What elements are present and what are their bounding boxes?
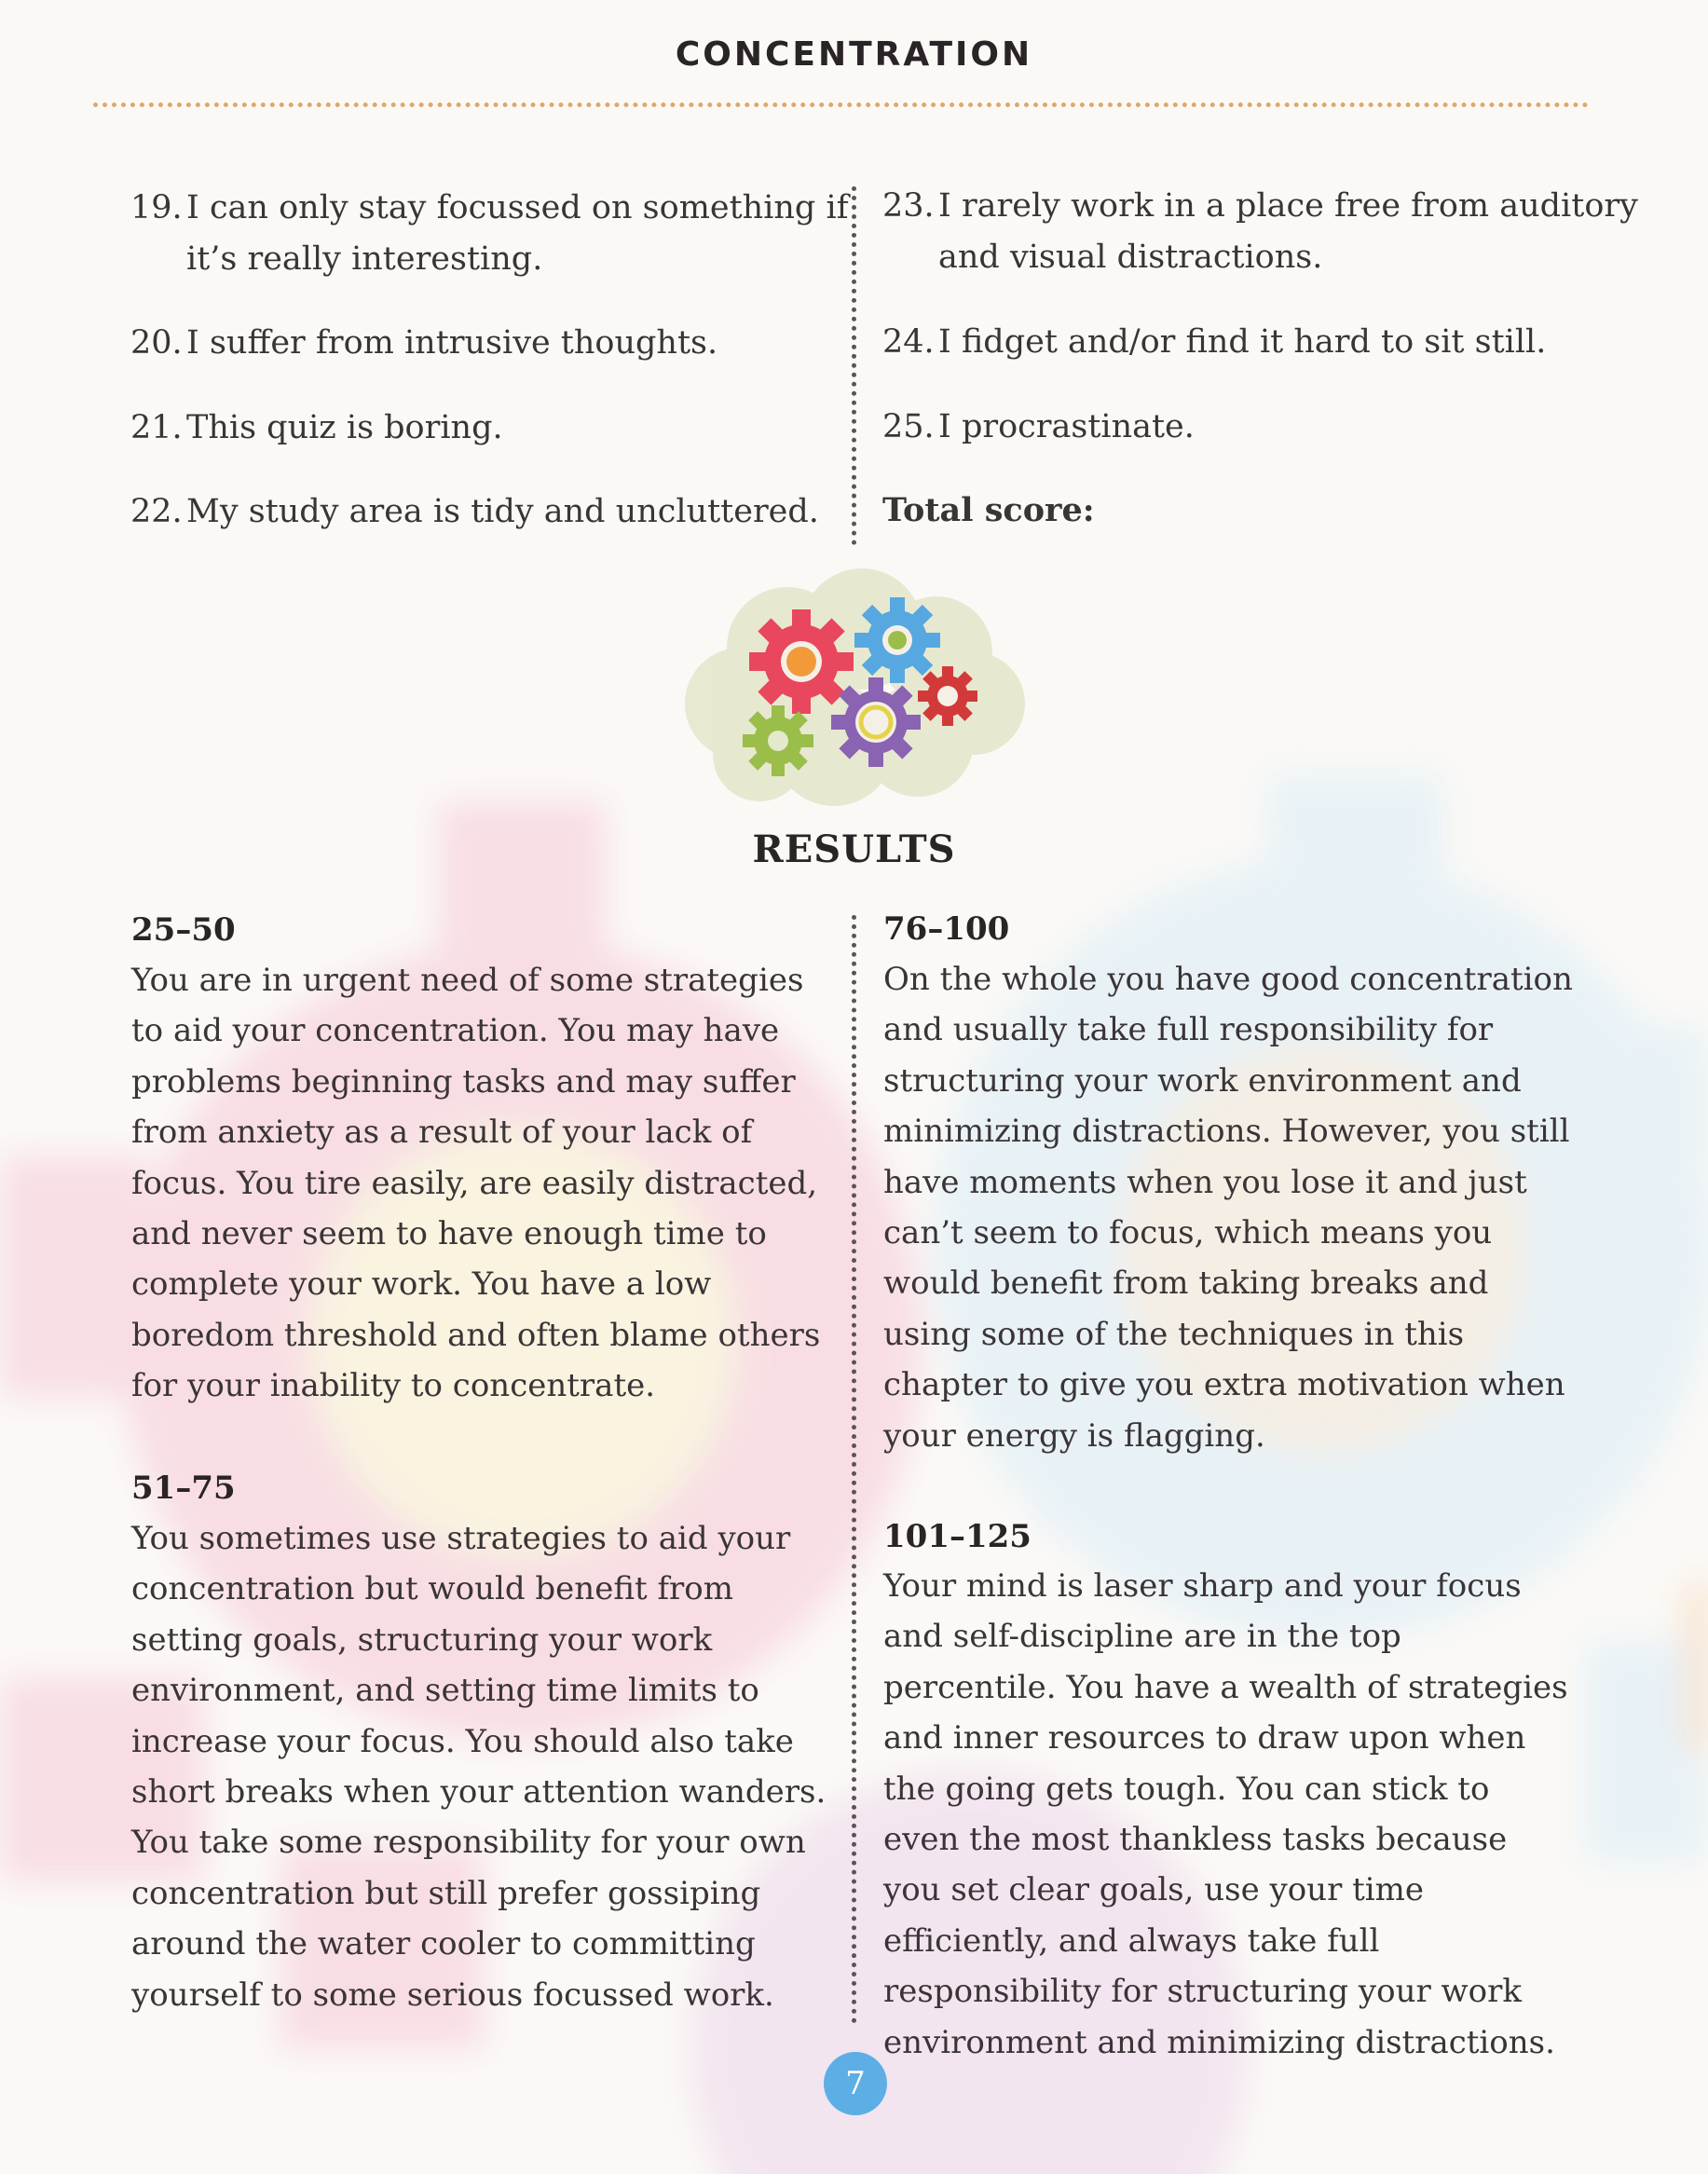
quiz-item-text: I can only stay focussed on something if it’s really interesting. (186, 189, 849, 278)
quiz-item-number: 22. (130, 493, 183, 530)
results-column-divider (852, 915, 856, 2024)
result-text-76-100: On the whole you have good concentration and usually take full responsibility for structuring your work environment and minimizing distractions. However, you still have moments when you lose it and just can’t seem to focus, which means you would benefit from taking breaks and using some of the techniques in this chapter to give you extra motivation when your energy is flagging. (883, 961, 1573, 1455)
quiz-item-19 (130, 183, 876, 285)
quiz-item-number: 19. (130, 189, 183, 226)
result-range-51-75: 51–75 (131, 1470, 236, 1507)
quiz-item-20 (130, 318, 876, 369)
result-range-76-100: 76–100 (883, 910, 1010, 948)
quiz-item-text: I fidget and/or find it hard to sit still. (938, 323, 1547, 361)
header-dotted-rule (93, 103, 1589, 107)
quiz-column-divider (852, 186, 856, 545)
chapter-header: CONCENTRATION (675, 35, 1033, 74)
quiz-item-number: 23. (882, 187, 935, 225)
quiz-item-text: My study area is tidy and uncluttered. (186, 493, 819, 530)
quiz-item-23 (882, 181, 1647, 283)
result-text-101-125: Your mind is laser sharp and your focus and self-discipline are in the top percentile. You have a wealth of strategies and inner resources to draw upon when the going gets tough. You can stick to even the most thankless tasks because you set clear goals, use your time efficiently, and always take full responsibility for structuring your work environment and minimizing distractions. (883, 1567, 1568, 2061)
quiz-item-number: 20. (130, 324, 183, 362)
brain-gears-icon (676, 564, 1039, 811)
quiz-item-number: 24. (882, 323, 935, 361)
quiz-item-text: I procrastinate. (938, 408, 1195, 445)
quiz-item-22 (130, 486, 876, 538)
quiz-item-text: I suffer from intrusive thoughts. (186, 324, 718, 362)
result-range-25-50: 25–50 (131, 911, 236, 949)
total-score-label: Total score: (882, 491, 1095, 529)
quiz-item-number: 21. (130, 409, 183, 446)
quiz-item-21 (130, 403, 876, 454)
quiz-item-text: I rarely work in a place free from auditory and visual distractions. (938, 187, 1638, 276)
quiz-item-25 (882, 402, 1647, 453)
quiz-item-24 (882, 317, 1647, 368)
page-number-badge: 7 (824, 2052, 887, 2115)
result-text-25-50: You are in urgent need of some strategies to aid your concentration. You may have problems beginning tasks and may suffer from anxiety as a result of your lack of focus. You tire easily, are easily distracted, and never seem to have enough time to complete your work. You have a low boredom threshold and often blame others for your inability to concentrate. (131, 962, 821, 1405)
result-text-51-75: You sometimes use strategies to aid your concentration but would benefit from setting goals, structuring your work environment, and setting time limits to increase your focus. You should also take short breaks when your attention wanders. You take some responsibility for your own concentration but still prefer gossiping around the water cooler to committing yourself to some serious focussed work. (131, 1520, 827, 2014)
quiz-item-number: 25. (882, 408, 935, 445)
result-range-101-125: 101–125 (883, 1518, 1032, 1555)
results-title: RESULTS (752, 827, 956, 871)
quiz-item-text: This quiz is boring. (186, 409, 503, 446)
